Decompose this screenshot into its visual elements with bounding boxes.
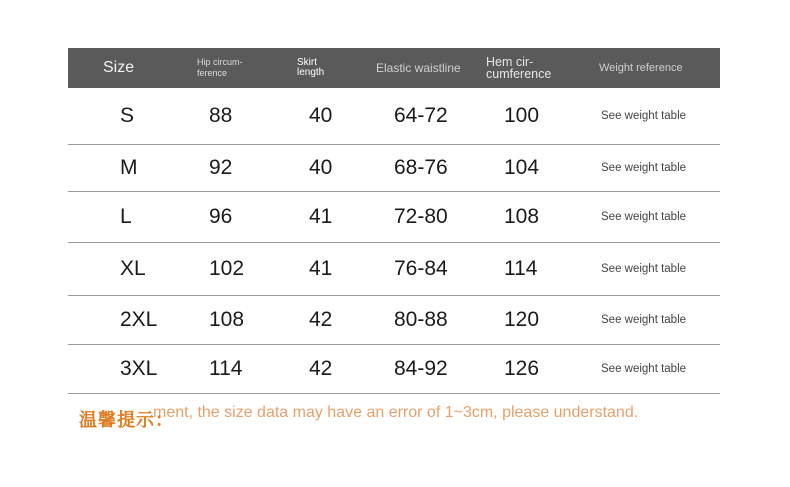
- cell-hem: 114: [504, 257, 538, 280]
- size-chart-table: [68, 48, 720, 394]
- cell-hem: 108: [504, 205, 540, 228]
- cell-weight: See weight table: [601, 263, 687, 275]
- cell-weight: See weight table: [601, 363, 687, 375]
- header-elastic-waistline: Elastic waistline: [376, 61, 461, 75]
- header-hem-line2: cumference: [486, 67, 552, 81]
- note-english-text: ment, the size data may have an error of 1~3cm, please understand.: [153, 404, 639, 421]
- cell-weight: See weight table: [601, 314, 687, 326]
- table-row: [68, 243, 720, 296]
- header-hem-line1: Hem cir-: [486, 55, 534, 69]
- cell-hem: 104: [504, 156, 540, 179]
- note-chinese-text: 温馨提示：: [79, 410, 174, 430]
- cell-hip: 102: [209, 257, 245, 280]
- cell-skirt: 42: [309, 357, 333, 380]
- cell-size: S: [120, 104, 135, 127]
- cell-size: XL: [120, 257, 146, 280]
- cell-size: 2XL: [120, 308, 158, 331]
- cell-skirt: 40: [309, 156, 333, 179]
- cell-skirt: 41: [309, 257, 333, 280]
- header-hip-line2: ference: [197, 68, 228, 78]
- table-row: [68, 88, 720, 145]
- cell-elastic: 68-76: [394, 156, 448, 179]
- table-row: [68, 145, 720, 192]
- table-row: [68, 345, 720, 394]
- table-row: [68, 192, 720, 243]
- cell-skirt: 40: [309, 104, 333, 127]
- cell-elastic: 76-84: [394, 257, 448, 280]
- cell-hip: 88: [209, 104, 233, 127]
- measurement-note: [77, 404, 717, 428]
- table-row: [68, 296, 720, 345]
- cell-weight: See weight table: [601, 162, 687, 174]
- cell-hip: 108: [209, 308, 245, 331]
- cell-elastic: 64-72: [394, 104, 448, 127]
- table-header: [68, 48, 720, 88]
- cell-size: L: [120, 205, 132, 228]
- cell-hem: 100: [504, 104, 540, 127]
- cell-skirt: 41: [309, 205, 333, 228]
- header-size: Size: [103, 59, 135, 76]
- header-weight-reference: Weight reference: [599, 62, 683, 74]
- cell-hem: 126: [504, 357, 540, 380]
- cell-weight: See weight table: [601, 110, 687, 122]
- cell-hip: 96: [209, 205, 233, 228]
- cell-elastic: 80-88: [394, 308, 448, 331]
- cell-hip: 114: [209, 357, 243, 380]
- cell-weight: See weight table: [601, 211, 687, 223]
- cell-size: 3XL: [120, 357, 158, 380]
- header-hip-line1: Hip circum-: [197, 57, 243, 67]
- cell-elastic: 84-92: [394, 357, 448, 380]
- header-hip-circumference: [197, 48, 267, 88]
- header-skirt-line2: length: [297, 67, 325, 78]
- header-hem-circumference: [486, 48, 576, 88]
- cell-size: M: [120, 156, 138, 179]
- header-skirt-length: [297, 48, 347, 88]
- header-skirt-line1: Skirt: [297, 57, 317, 68]
- cell-hem: 120: [504, 308, 540, 331]
- cell-elastic: 72-80: [394, 205, 448, 228]
- cell-hip: 92: [209, 156, 233, 179]
- cell-skirt: 42: [309, 308, 333, 331]
